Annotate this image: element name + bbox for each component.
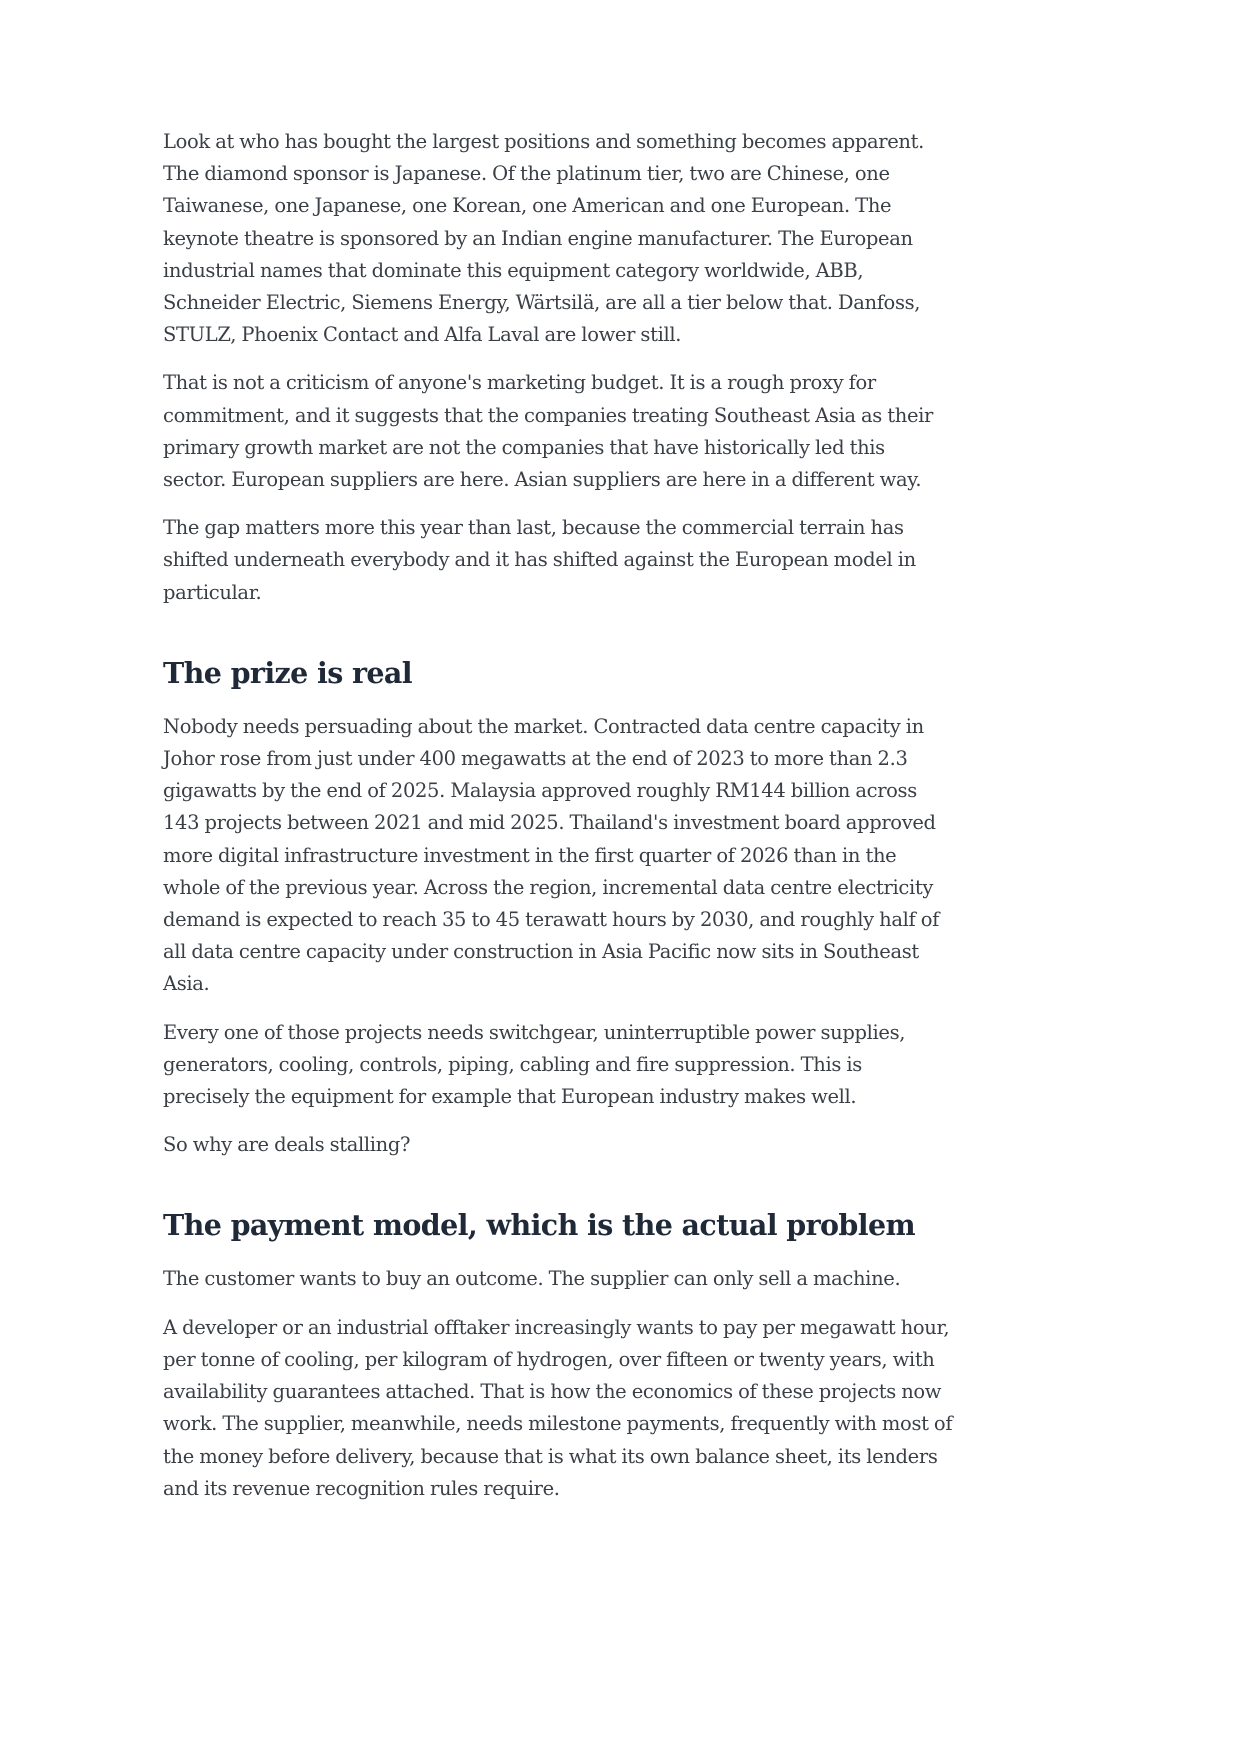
- prize-paragraph-2: Every one of those projects needs switchgear, uninterruptible power supplies, generators, cooling, controls, piping, cabling and fire suppression. This is precisely the equipment for example that European industry makes well.: [163, 1020, 906, 1109]
- prize-paragraph-3: So why are deals stalling?: [163, 1133, 411, 1157]
- payment-paragraph-1: The customer wants to buy an outcome. The supplier can only sell a machine.: [163, 1267, 901, 1291]
- section-heading-payment-model: The payment model, which is the actual problem: [163, 1208, 916, 1243]
- intro-paragraph-2: That is not a criticism of anyone's marketing budget. It is a rough proxy for commitment, and it suggests that the companies treating Southeast Asia as their primary growth market are not the companies that have historically led this sector. European suppliers are here. Asian suppliers are here in a different way.: [163, 371, 934, 492]
- intro-paragraph-3: The gap matters more this year than last, because the commercial terrain has shifted underneath everybody and it has shifted against the European model in particular.: [163, 516, 916, 604]
- prize-paragraph-1: Nobody needs persuading about the market. Contracted data centre capacity in Johor rose from just under 400 megawatts at the end of 2023 to more than 2.3 gigawatts by the end of 2025. Malaysia approved roughly RM144 billion across 143 projects between 2021 and mid 2025. Thailand's investment board approved more digital infrastructure investment in the first quarter of 2026 than in the whole of the previous year. Across the region, incremental data centre electricity demand is expected to reach 35 to 45 terawatt hours by 2030, and roughly half of all data centre capacity under construction in Asia Pacific now sits in Southeast Asia.: [163, 714, 939, 996]
- payment-paragraph-2: A developer or an industrial offtaker increasingly wants to pay per megawatt hour, per tonne of cooling, per kilogram of hydrogen, over fifteen or twenty years, with availability guarantees attached. That is how the economics of these projects now work. The supplier, meanwhile, needs milestone payments, frequently with most of the money before delivery, because that is what its own balance sheet, its lenders and its revenue recognition rules require.: [163, 1315, 953, 1500]
- section-heading-prize: The prize is real: [163, 655, 413, 690]
- article-body: [163, 126, 953, 1521]
- intro-paragraph-1: Look at who has bought the largest positions and something becomes apparent. The diamond sponsor is Japanese. Of the platinum tier, two are Chinese, one Taiwanese, one Japanese, one Korean, one American and one European. The keynote theatre is sponsored by an Indian engine manufacturer. The European industrial names that dominate this equipment category worldwide, ABB, Schneider Electric, Siemens Energy, Wärtsilä, are all a tier below that. Danfoss, STULZ, Phoenix Contact and Alfa Laval are lower still.: [163, 130, 924, 347]
